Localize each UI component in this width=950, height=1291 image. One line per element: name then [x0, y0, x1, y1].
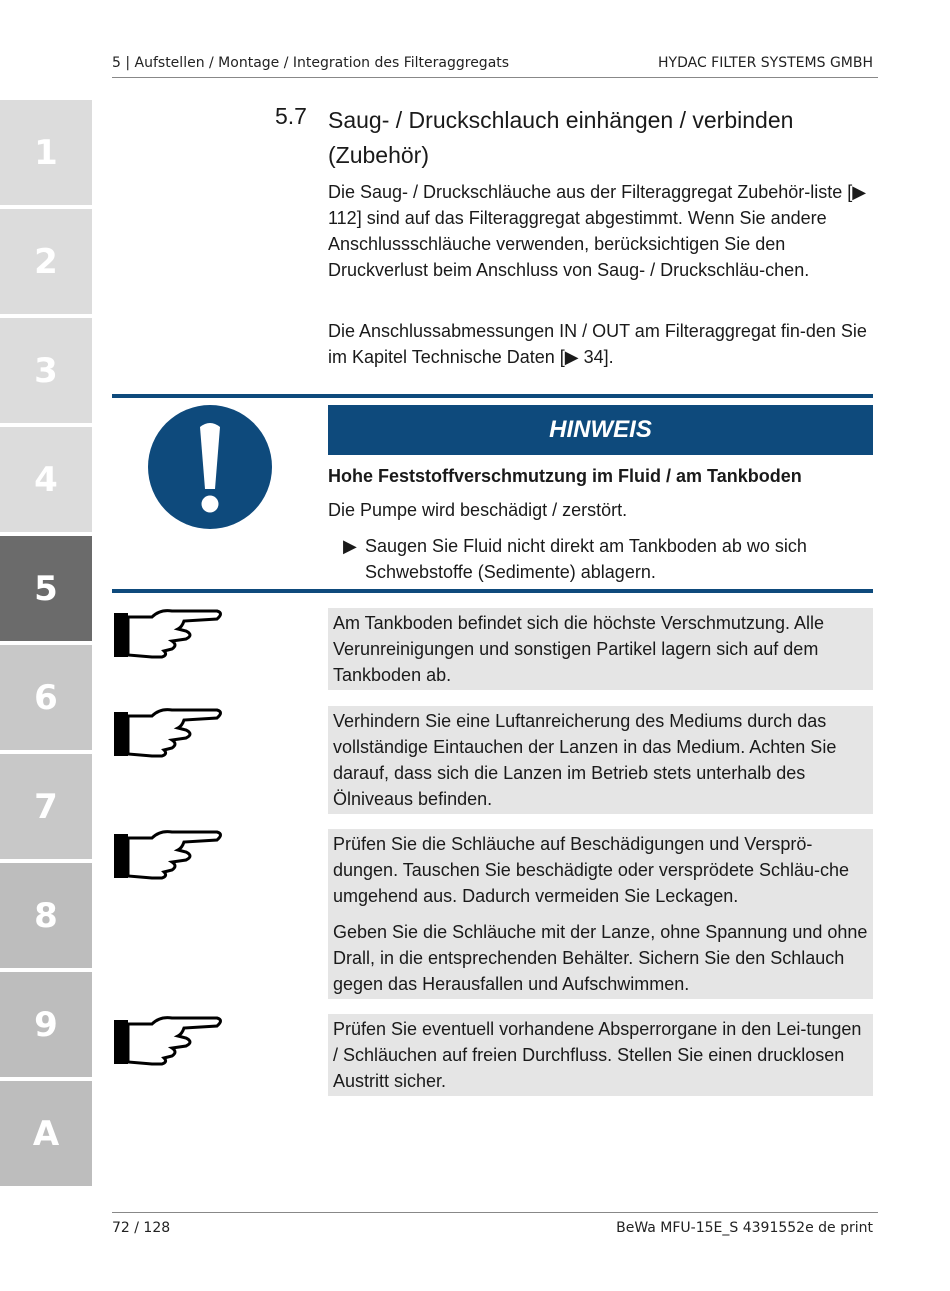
header-chapter: 5 | Aufstellen / Montage / Integration des Filteraggregats [112, 55, 510, 71]
pointing-hand-icon [112, 605, 227, 665]
notice-top-rule [112, 394, 873, 398]
chapter-tab-4[interactable]: 4 [0, 427, 92, 532]
notice-bottom-rule [112, 589, 873, 593]
chapter-tab-1[interactable]: 1 [0, 100, 92, 205]
tip-text: Verhindern Sie eine Luftanreicherung des Mediums durch das vollständige Eintauchen der Lanzen in das Medium. Achten Sie darauf, dass sich die Lanzen im Betrieb stets unterhalb des Ölniveaus befinden. [333, 711, 837, 809]
document-id: BeWa MFU-15E_S 4391552e de print [616, 1220, 873, 1236]
notice-subtitle: Hohe Feststoffverschmutzung im Fluid / am Tankboden [328, 466, 802, 486]
tip-box [328, 608, 873, 690]
tip-text: Prüfen Sie eventuell vorhandene Absperrorgane in den Lei-tungen / Schläuchen auf freien Durchfluss. Stellen Sie einen drucklosen Austritt sicher. [333, 1019, 862, 1091]
pointing-hand-icon [112, 1012, 227, 1072]
section-title: Saug- / Druckschlauch einhängen / verbinden (Zubehör) [328, 107, 794, 168]
tip-text: Geben Sie die Schläuche mit der Lanze, ohne Spannung und ohne Drall, in die entsprechenden Behälter. Sichern Sie den Schlauch gegen das Herausfallen und Aufschwimmen. [333, 922, 868, 994]
chapter-tabs [0, 100, 92, 1190]
chapter-tab-9[interactable]: 9 [0, 972, 92, 1077]
exclamation-icon [148, 405, 272, 529]
chapter-tab-8[interactable]: 8 [0, 863, 92, 968]
notice-text: Die Pumpe wird beschädigt / zerstört. [328, 500, 628, 520]
chapter-tab-5[interactable]: 5 [0, 536, 92, 641]
notice-action [343, 533, 868, 585]
pointing-hand-icon [112, 704, 227, 764]
section-number: 5.7 [275, 103, 307, 129]
tip-box [328, 829, 873, 999]
section-paragraph-1: Die Saug- / Druckschläuche aus der Filteraggregat Zubehör-liste [▶ 112] sind auf das Filteraggregat abgestimmt. Wenn Sie andere Anschlussschläuche verwenden, berücksichtigen Sie den Druckverlust beim Anschluss von Saug- / Druckschläu-chen. [328, 182, 867, 280]
notice-banner: HINWEIS [328, 405, 873, 455]
header-company: HYDAC FILTER SYSTEMS GMBH [658, 55, 873, 71]
triangle-bullet-icon: ▶ [343, 536, 357, 556]
chapter-tab-a[interactable]: A [0, 1081, 92, 1186]
chapter-tab-3[interactable]: 3 [0, 318, 92, 423]
tip-text: Am Tankboden befindet sich die höchste Verschmutzung. Alle Verunreinigungen und sonstigen Partikel lagern sich auf dem Tankboden ab. [333, 613, 824, 685]
chapter-tab-7[interactable]: 7 [0, 754, 92, 859]
page-number: 72 / 128 [112, 1220, 171, 1236]
footer-divider [112, 1212, 878, 1213]
tip-text: Prüfen Sie die Schläuche auf Beschädigungen und Versprö-dungen. Tauschen Sie beschädigte oder versprödete Schläu-che umgehend aus. Dadurch vermeiden Sie Leckagen. [333, 834, 850, 906]
pointing-hand-icon [112, 826, 227, 886]
tip-box [328, 1014, 873, 1096]
chapter-tab-2[interactable]: 2 [0, 209, 92, 314]
header-divider [112, 77, 878, 78]
section-paragraph-2: Die Anschlussabmessungen IN / OUT am Filteraggregat fin-den Sie im Kapitel Technische Daten [▶ 34]. [328, 321, 867, 367]
chapter-tab-6[interactable]: 6 [0, 645, 92, 750]
notice-action-text: Saugen Sie Fluid nicht direkt am Tankboden ab wo sich Schwebstoffe (Sedimente) ablagern. [365, 536, 807, 582]
tip-box [328, 706, 873, 814]
